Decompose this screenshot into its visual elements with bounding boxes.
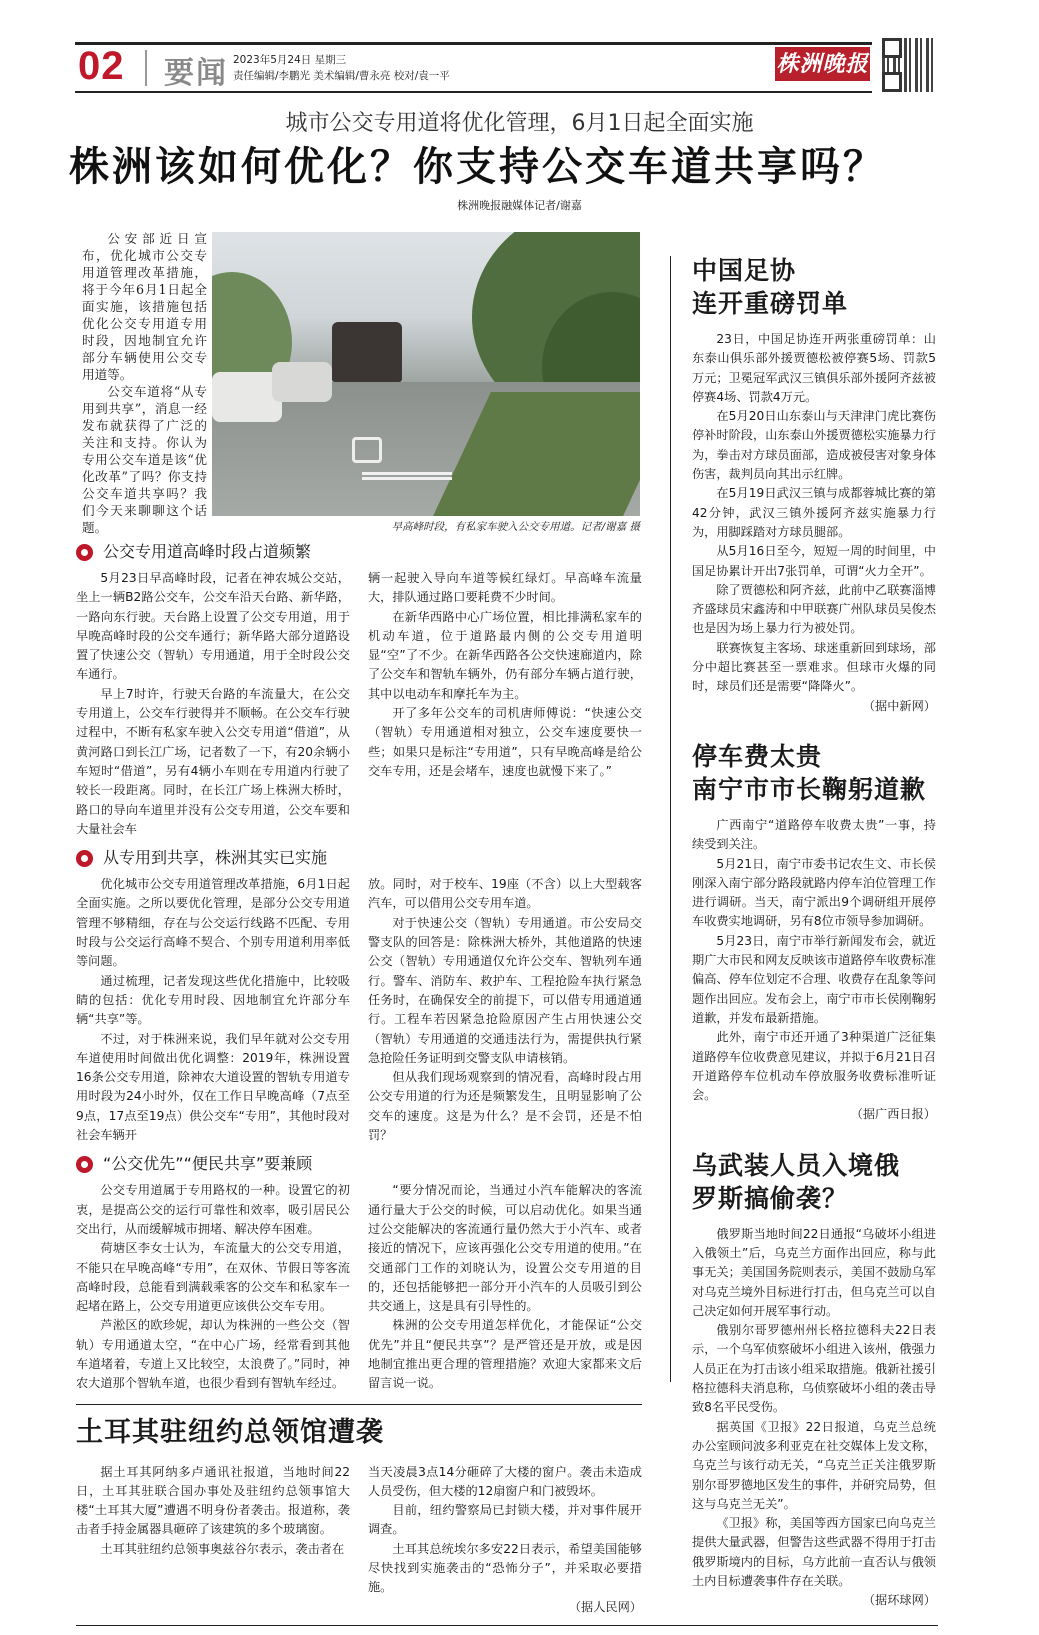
issue-date: 2023年5月24日 星期三 [233,54,347,66]
paragraph: 对于快速公交（智轨）专用通道。市公安局交警支队的回答是：除株洲大桥外，其他道路的快速公交（智轨）专用通道仅允许公交车、智轨列车通行。警车、消防车、救护车、工程抢险车执行紧急任务时，在确保安全的前提下，可以借专用通道通行。工程车若因紧急抢险原因产生占用快速公交（智轨）专用通道的交通违法行为，需提供执行紧急抢险任务证明到交警支队申请核销。 [368,915,642,1065]
source-credit: （据广西日报） [850,1107,936,1122]
paragraph: 《卫报》称，美国等西方国家已向乌克兰提供大量武器，但警告这些武器不得用于打击俄罗斯境内的目标，乌方此前一直否认与俄领土内目标遭袭事件存在关联。 [692,1516,936,1589]
headline-line: 停车费太贵 [692,741,823,771]
section-heading [76,541,642,563]
paragraph: 目前，纽约警察局已封锁大楼，并对事件展开调查。 [368,1503,642,1537]
paragraph: 辆一起驶入导向车道等候红绿灯。早高峰车流量大，排队通过路口要耗费不少时间。 [368,571,642,605]
article-column [76,569,350,839]
header-divider [145,50,147,86]
article-column [368,1463,642,1617]
article-column [76,875,350,1145]
paragraph: 公交专用道属于专用路权的一种。设置它的初衷，是提高公交的运行可靠性和效率，吸引居民公交出行，从而缓解城市拥堵、解决停车困难。 [76,1183,350,1236]
paragraph: 除了贾德松和阿齐兹，此前中乙联赛淄博齐盛球员宋鑫涛和中甲联赛广州队球员吴俊杰也是因为场上暴力行为被处罚。 [692,582,936,636]
section-title: 公交专用道高峰时段占道频繁 [103,542,312,561]
paragraph: 通过梳理，记者发现这些优化措施中，比较吸睛的包括：优化专用时段、因地制宜允许部分车辆“共享”等。 [76,973,350,1027]
sidebar-article [692,1225,936,1611]
paragraph: 5月23日，南宁市举行新闻发布会，就近期广大市民和网友反映该市道路停车收费标准偏高、停车位划定不合理、收费存在乱象等问题作出回应。发布会上，南宁市市长侯刚鞠躬道歉，并发布最新措施。 [692,933,936,1025]
sidebar-article [692,330,936,716]
ring-bullet-icon [76,544,93,561]
paragraph: 联赛恢复主客场、球迷重新回到球场，部分中超比赛甚至一票难求。但球市火爆的同时，球员们还是需要“降降火”。 [692,640,936,694]
article-column [76,1463,350,1617]
editor-credits: 责任编辑/李鹏光 美术编辑/曹永亮 校对/袁一平 [233,70,450,82]
section-heading [76,1153,642,1175]
sidebar-headline [692,1149,936,1215]
paragraph: 放。同时，对于校车、19座（不含）以上大型载客汽车，可以借用公交专用车道。 [368,877,642,911]
article-column [76,1181,350,1393]
paragraph: 土耳其总统埃尔多安22日表示，希望美国能够尽快找到实施袭击的“恐怖分子”，并采取必要措施。 [368,1541,642,1595]
photo-caption: 早高峰时段，有私家车驶入公交专用道。记者/谢嘉 摄 [391,521,640,533]
sidebar [692,254,936,1635]
article-column [368,875,642,1145]
paragraph: 据土耳其阿纳多卢通讯社报道，当地时间22日，土耳其驻联合国办事处及驻纽约总领事馆大楼“土耳其大厦”遭遇不明身份者袭击。报道称，袭击者手持金属器具砸碎了该建筑的多个玻璃窗。 [76,1464,350,1537]
section-title: “公交优先”“便民共享”要兼顾 [103,1154,313,1174]
headline-line: 乌武装人员入境俄 [692,1150,901,1180]
paragraph: 芦淞区的欧珍妮，却认为株洲的一些公交（智轨）专用通道太空，“在中心广场，经常看到其他车道堵着，专道上又比较空，太浪费了。”同时，神农大道那个智轨车道，也很少看到有智轨车经过。 [76,1318,350,1391]
qr-code-icon [882,38,936,92]
ring-bullet-icon [76,850,93,867]
paragraph: 当天凌晨3点14分砸碎了大楼的窗户。袭击未造成人员受伤，但大楼的12扇窗户和门被毁坏。 [368,1464,642,1498]
headline-line: 连开重磅罚单 [692,289,849,318]
sidebar-divider [670,256,671,1382]
story-section [76,1153,642,1393]
page-number: 02 [78,44,125,88]
newspaper-logo: 株洲晚报 [775,47,870,81]
header-top-rule [75,42,872,45]
paragraph: 公安部近日宣布，优化城市公交专用道管理改革措施，将于今年6月1日起全面实施，该措施包括优化公交专用道专用时段，因地制宜允许部分车辆使用公交专用道等。 [82,231,207,382]
source-credit: （据人民网） [568,1599,642,1614]
article-column [368,569,642,839]
paragraph: 据英国《卫报》22日报道，乌克兰总统办公室顾问波多利亚克在社交媒体上发文称，乌克兰与该行动无关，“乌克兰正关注俄罗斯别尔哥罗德地区发生的事件，并研究局势，但这与乌克兰无关”。 [692,1419,936,1511]
paragraph: 此外，南宁市还开通了3种渠道广泛征集道路停车位收费意见建议，并拟于6月21日召开道路停车位机动车停放服务收费标准听证会。 [692,1030,936,1103]
section-heading [76,847,642,869]
sidebar-headline [692,254,936,320]
paragraph: 不过，对于株洲来说，我们早年就对公交专用车道使用时间做出优化调整：2019年，株洲设置16条公交专用道，除神农大道设置的智轨专用道专用时段为24小时外，仅在工作日早晚高峰（7点至9点，17点至19点）供公交车“专用”，其他时段对社会车辆开 [76,1031,350,1143]
paragraph: 在5月19日武汉三镇与成都蓉城比赛的第42分钟，武汉三镇外援阿齐兹实施暴力行为，用脚踩踏对方球员腿部。 [692,486,936,539]
paragraph: 土耳其驻纽约总领事奥兹谷尔表示，袭击者在 [100,1541,345,1556]
news-photo-bus-lane [212,232,640,516]
paragraph: 荷塘区李女士认为，车流量大的公交专用道，不能只在早晚高峰“专用”，在双休、节假日等客流高峰时段，总能看到满载乘客的公交车和私家车一起堵在路上，公交专用道更应该供公交车专用。 [76,1241,350,1314]
paragraph: 公交车道将“从专用到共享”，消息一经发布就获得了广泛的关注和支持。你认为专用公交车道是该“优化改革”了吗？你支持公交车道共享吗？我们今天来聊聊这个话题。 [82,384,207,535]
source-credit: （据中新网） [862,698,936,713]
headline-line: 罗斯搞偷袭？ [692,1183,849,1213]
headline-line: 南宁市市长鞠躬道歉 [692,774,927,804]
paragraph: 在5月20日山东泰山与天津津门虎比赛伤停补时阶段，山东泰山外援贾德松实施暴力行为，拳击对方球员面部，造成被侵害对象身体伤害，裁判员向其出示红牌。 [692,409,936,482]
story-headline: 株洲该如何优化？你支持公交车道共享吗？ [69,144,886,190]
article-column [368,1181,642,1393]
bottom-story-title: 土耳其驻纽约总领馆遭袭 [76,1416,384,1448]
paragraph: 广西南宁“道路停车收费太贵”一事，持续受到关注。 [692,817,936,852]
paragraph: 在新华西路中心广场位置，相比排满私家车的机动车道，位于道路最内侧的公交专用道明显“空”了不少。在新华西路各公交快速廊道内，除了公交车和智轨车辆外，仍有部分车辆占道行驶，其中以电动车和摩托车为主。 [368,609,642,701]
headline-line: 中国足协 [692,256,797,285]
story-divider [76,1404,642,1405]
paragraph: 俄别尔哥罗德州州长格拉德科夫22日表示，一个乌军侦察破坏小组进入该州，俄强力人员正在为打击该小组采取措施。俄新社援引格拉德科夫消息称，乌侦察破坏小组的袭击导致8名平民受伤。 [692,1323,936,1415]
section-name: 要闻 [164,56,228,91]
paragraph: 5月23日早高峰时段，记者在神农城公交站，坐上一辆B2路公交车，公交车沿天台路、新华路，一路向东行驶。天台路上设置了公交专用道，用于早晚高峰时段的公交车通行；新华路大部分道路设置了快速公交（智轨）专用通道，用于全时段公交车通行。 [76,571,350,682]
paragraph: 俄罗斯当地时间22日通报“乌破坏小组进入俄领土”后，乌克兰方面作出回应，称与此事无关；美国国务院则表示，美国不鼓励乌军对乌克兰境外目标进行打击，但乌克兰可以自己决定如何开展军事行动。 [692,1226,936,1318]
paragraph: 优化城市公交专用道管理改革措施，6月1日起全面实施。之所以要优化管理，是部分公交专用道管理不够精细，存在与公交运行线路不匹配、专用时段与公交运行高峰不契合、个别专用道利用率低等问题。 [76,877,350,969]
paragraph: 5月21日，南宁市委书记农生文、市长侯刚深入南宁部分路段就路内停车泊位管理工作进行调研。当天，南宁派出9个调研组开展停车收费实地调研，另有8位市领导参加调研。 [692,856,936,929]
story-intro [82,230,207,535]
story-subtitle: 城市公交专用道将优化管理，6月1日起全面实施 [285,111,754,136]
paragraph: 株洲的公交专用道怎样优化，才能保证“公交优先”并且“便民共享”？是严管还是开放，或是因地制宜推出更合理的管理措施？欢迎大家都来文后留言说一说。 [368,1318,642,1391]
story-section [76,541,642,839]
section-title: 从专用到共享，株洲其实已实施 [103,848,328,868]
paragraph: 但从我们现场观察到的情况看，高峰时段占用公交专用道的行为还是频繁发生，且明显影响了公交车的速度。这是为什么？是不会罚，还是不怕罚？ [368,1070,642,1143]
sidebar-article [692,816,936,1125]
source-credit: （据环球网） [862,1593,936,1608]
paragraph: “要分情况而论，当通过小汽车能解决的客流通行量大于公交的时候，可以启动优化。如果当通过公交能解决的客流通行量仍然大于小汽车、或者接近的情况下，应该再强化公交专用道的使用。”在交通部门工作的刘晓认为，设置公交专用道的目的，还包括能够把一部分开小汽车的人员吸引到公共交通上，这是具有引导性的。 [368,1183,642,1314]
story-section [76,847,642,1145]
paragraph: 早上7时许，行驶天台路的车流量大，在公交专用道上，公交车行驶得并不顺畅。在公交车行驶过程中，不断有私家车驶入公交专用道“借道”，从黄河路口到长江广场，记者数了一下，有20余辆小车短时“借道”，另有4辆小车则在专用道内行驶了较长一段距离。同时，在长江广场上株洲大桥时，路口的导向车道里并没有公交专用道，公交车要和大量社会车 [76,686,350,836]
main-story-body [76,541,642,1626]
story-byline: 株洲晚报融媒体记者/谢嘉 [457,199,582,212]
ring-bullet-icon [76,1156,93,1173]
paragraph: 23日，中国足协连开两张重磅罚单：山东泰山俱乐部外援贾德松被停赛5场、罚款5万元；卫冕冠军武汉三镇俱乐部外援阿齐兹被停赛4场、罚款4万元。 [692,332,936,404]
sidebar-headline [692,740,936,806]
paragraph: 从5月16日至今，短短一周的时间里，中国足协累计开出7张罚单，可谓“火力全开”。 [692,544,936,578]
paragraph: 开了多年公交车的司机唐师傅说：“快速公交（智轨）专用通道相对独立，公交车速度要快一些；如果只是标注“专用道”，只有早晚高峰是给公交车专用，还是会堵车，速度也就慢下来了。” [368,706,642,778]
